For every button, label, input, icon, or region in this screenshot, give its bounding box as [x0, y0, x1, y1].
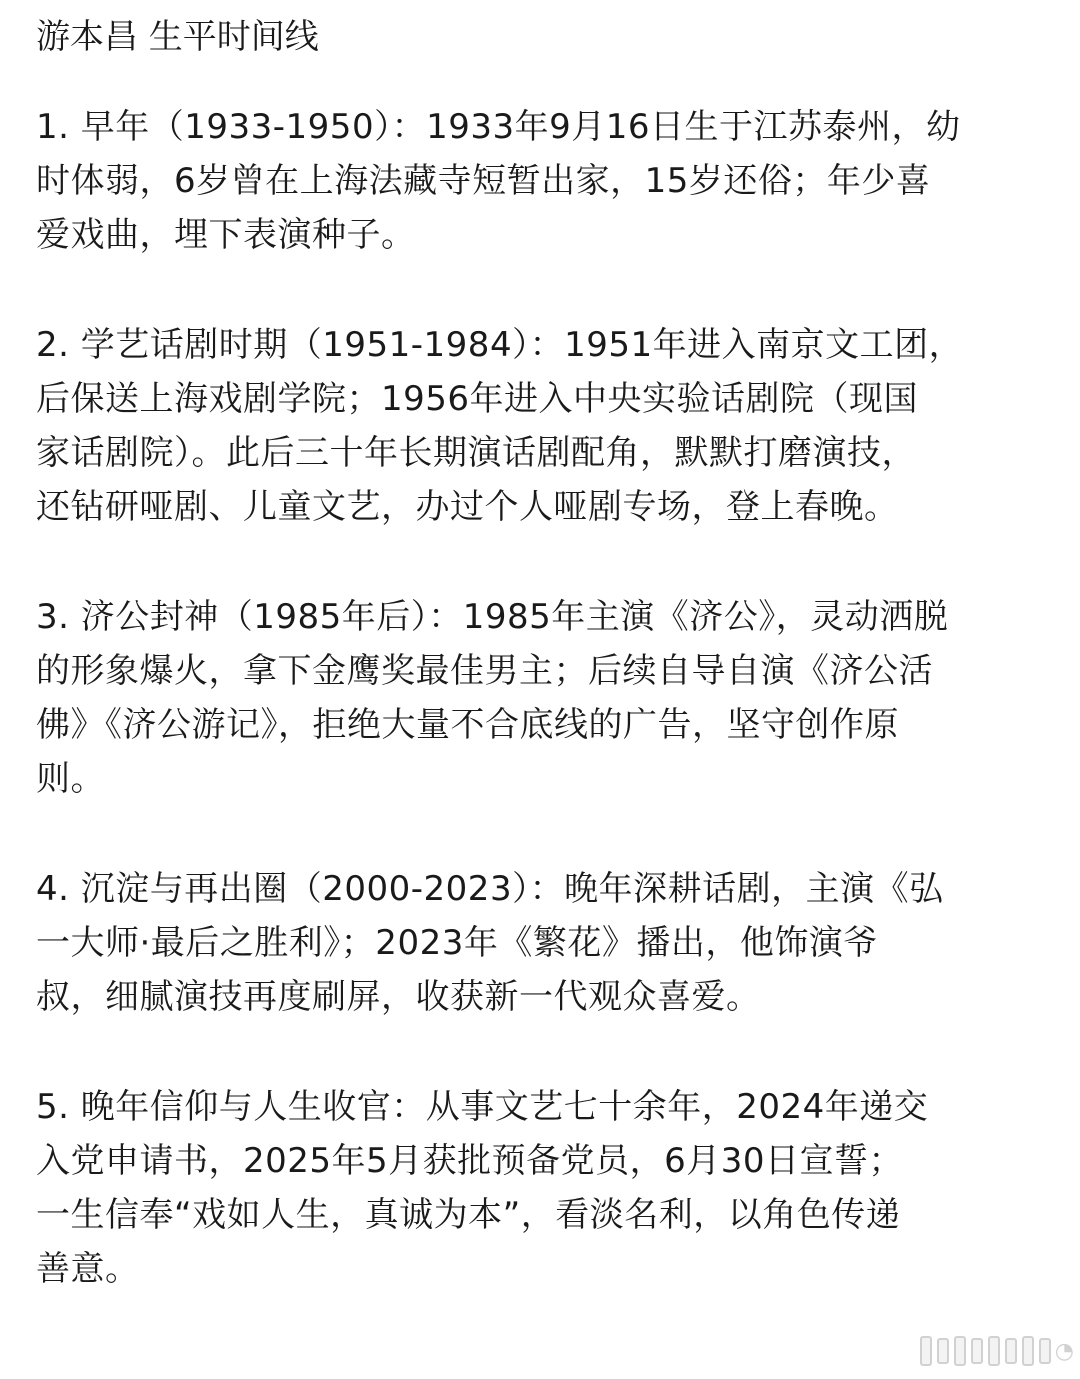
entry-line: 时体弱，6岁曾在上海法藏寺短暂出家，15岁还俗；年少喜	[36, 161, 931, 201]
weibo-watermark-icon: ◔	[920, 1331, 1074, 1371]
entry-line: 善意。	[36, 1249, 140, 1289]
entry-line: 一大师·最后之胜利》；2023年《繁花》播出，他饰演爷	[36, 923, 878, 963]
entry-line: 后保送上海戏剧学院；1956年进入中央实验话剧院（现国	[36, 379, 919, 419]
timeline-entry-3	[36, 590, 1046, 806]
entry-line: 佛》《济公游记》，拒绝大量不合底线的广告，坚守创作原	[36, 705, 899, 745]
entry-line: 入党申请书，2025年5月获批预备党员，6月30日宣誓；	[36, 1141, 904, 1181]
timeline-entry-5	[36, 1080, 1046, 1296]
entry-line: 家话剧院）。此后三十年长期演话剧配角，默默打磨演技，	[36, 433, 916, 473]
timeline-entry-2	[36, 318, 1046, 534]
entry-line: 则。	[36, 759, 105, 799]
entry-line: 的形象爆火，拿下金鹰奖最佳男主；后续自导自演《济公活	[36, 651, 933, 691]
document	[36, 10, 1046, 1296]
entry-line: 1. 早年（1933-1950）：1933年9月16日生于江苏泰州，幼	[36, 107, 961, 147]
entry-line: 5. 晚年信仰与人生收官：从事文艺七十余年，2024年递交	[36, 1087, 929, 1127]
page-title: 游本昌 生平时间线	[36, 17, 319, 57]
timeline-entry-1	[36, 100, 1046, 262]
entry-line: 还钻研哑剧、儿童文艺，办过个人哑剧专场，登上春晚。	[36, 487, 899, 527]
entry-line: 一生信奉“戏如人生，真诚为本”，看淡名利，以角色传递	[36, 1195, 901, 1235]
timeline-entry-4	[36, 862, 1046, 1024]
entry-line: 爱戏曲，埋下表演种子。	[36, 215, 416, 255]
entry-line: 叔，细腻演技再度刷屏，收获新一代观众喜爱。	[36, 977, 761, 1017]
entry-line: 2. 学艺话剧时期（1951-1984）：1951年进入南京文工团，	[36, 325, 964, 365]
entry-line: 4. 沉淀与再出圈（2000-2023）：晚年深耕话剧，主演《弘	[36, 869, 944, 909]
entry-line: 3. 济公封神（1985年后）：1985年主演《济公》，灵动洒脱	[36, 597, 949, 637]
